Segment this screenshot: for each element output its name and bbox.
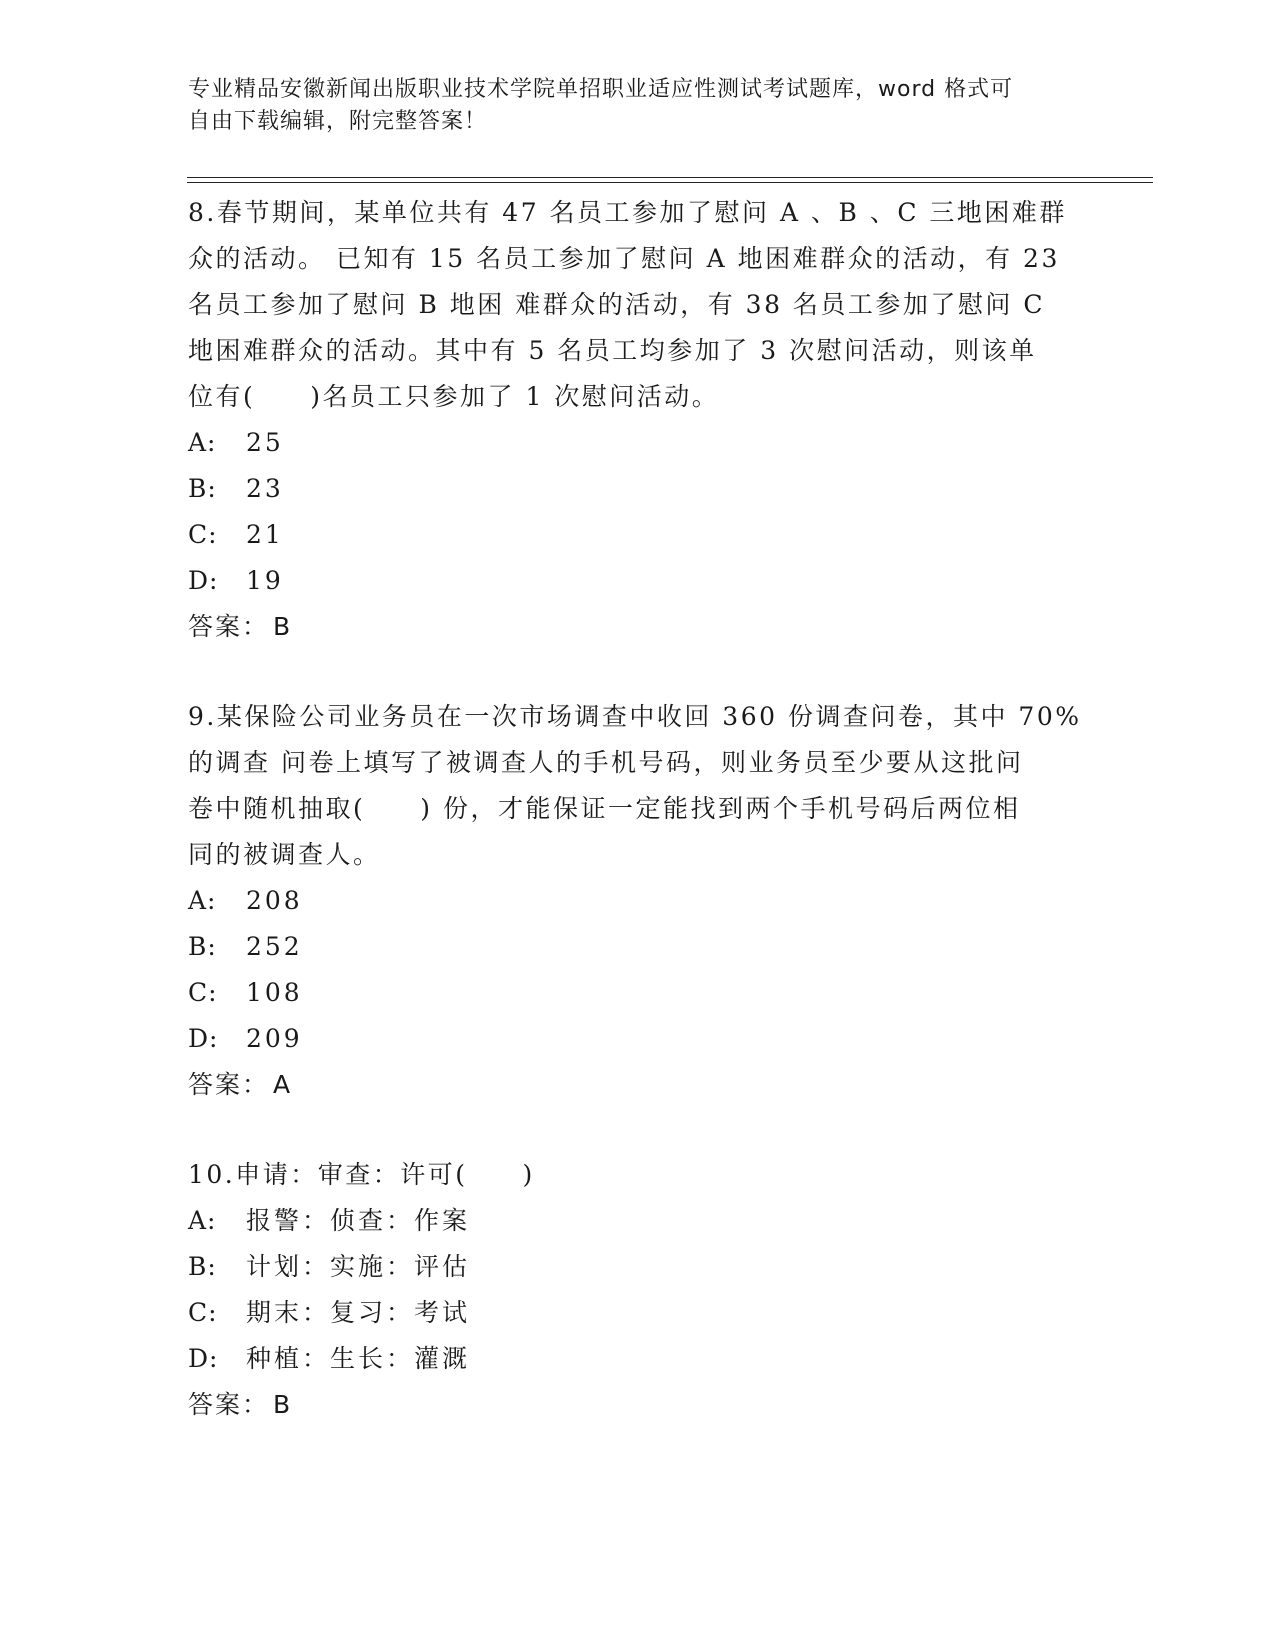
stem-line: 地困难群众的活动。其中有 5 名员工均参加了 3 次慰问活动，则该单 [188, 336, 1037, 365]
option-key: B: [188, 474, 217, 503]
option-a [188, 1198, 1088, 1244]
stem-line: 名员工参加了慰问 B 地困 难群众的活动，有 38 名员工参加了慰问 C [188, 290, 1045, 319]
option-text: 209 [246, 1024, 303, 1053]
answer-label: 答案： [188, 1390, 270, 1419]
option-text: 252 [246, 932, 303, 961]
option-c [188, 970, 1088, 1016]
option-text: 23 [246, 474, 284, 503]
question-8 [188, 190, 1088, 650]
option-d [188, 1016, 1088, 1062]
stem-line: 位有( )名员工只参加了 1 次慰问活动。 [188, 382, 720, 411]
option-d [188, 558, 1088, 604]
answer-line [188, 1382, 1088, 1428]
stem-line: 9.某保险公司业务员在一次市场调查中收回 360 份调查问卷，其中 70% [188, 702, 1082, 731]
answer-label: 答案： [188, 1070, 270, 1099]
option-key: B: [188, 932, 217, 961]
document-header [188, 74, 1088, 138]
question-stem [188, 1152, 1088, 1198]
stem-line: 10.申请：审查：许可( ) [188, 1160, 535, 1189]
option-text: 208 [246, 886, 303, 915]
answer-value: B [273, 1390, 293, 1419]
option-key: C: [188, 978, 218, 1007]
header-line-1: 专业精品安徽新闻出版职业技术学院单招职业适应性测试考试题库，word 格式可 [188, 77, 1014, 102]
option-b [188, 924, 1088, 970]
option-key: D: [188, 1024, 219, 1053]
answer-label: 答案： [188, 612, 270, 641]
answer-value: B [273, 612, 293, 641]
option-text: 报警：侦查：作案 [246, 1206, 471, 1235]
answer-value: A [273, 1070, 293, 1099]
option-text: 种植：生长：灌溉 [246, 1344, 471, 1373]
question-list [188, 190, 1088, 1428]
question-9 [188, 694, 1088, 1108]
option-a [188, 878, 1088, 924]
option-key: B: [188, 1252, 217, 1281]
option-d [188, 1336, 1088, 1382]
question-stem [188, 190, 1088, 420]
header-divider-top [187, 177, 1153, 178]
option-key: A: [188, 886, 217, 915]
option-text: 期末：复习：考试 [246, 1298, 471, 1327]
stem-line: 的调查 问卷上填写了被调查人的手机号码，则业务员至少要从这批问 [188, 748, 1024, 777]
option-text: 21 [246, 520, 284, 549]
option-c [188, 1290, 1088, 1336]
stem-line: 众的活动。 已知有 15 名员工参加了慰问 A 地困难群众的活动，有 23 [188, 244, 1060, 273]
option-text: 计划：实施：评估 [246, 1252, 471, 1281]
option-key: A: [188, 428, 217, 457]
option-b [188, 466, 1088, 512]
answer-line [188, 604, 1088, 650]
question-10 [188, 1152, 1088, 1428]
header-line-2: 自由下载编辑，附完整答案！ [188, 109, 488, 134]
stem-line: 同的被调查人。 [188, 840, 381, 869]
stem-line: 8.春节期间，某单位共有 47 名员工参加了慰问 A 、B 、C 三地困难群 [188, 198, 1067, 227]
stem-line: 卷中随机抽取( ) 份，才能保证一定能找到两个手机号码后两位相 [188, 794, 1021, 823]
option-key: C: [188, 1298, 218, 1327]
option-text: 108 [246, 978, 303, 1007]
option-key: D: [188, 566, 219, 595]
option-text: 19 [246, 566, 284, 595]
answer-line [188, 1062, 1088, 1108]
header-divider-bottom [187, 182, 1153, 183]
option-key: A: [188, 1206, 217, 1235]
option-text: 25 [246, 428, 284, 457]
option-c [188, 512, 1088, 558]
option-key: C: [188, 520, 218, 549]
option-key: D: [188, 1344, 219, 1373]
option-b [188, 1244, 1088, 1290]
option-a [188, 420, 1088, 466]
question-stem [188, 694, 1088, 878]
